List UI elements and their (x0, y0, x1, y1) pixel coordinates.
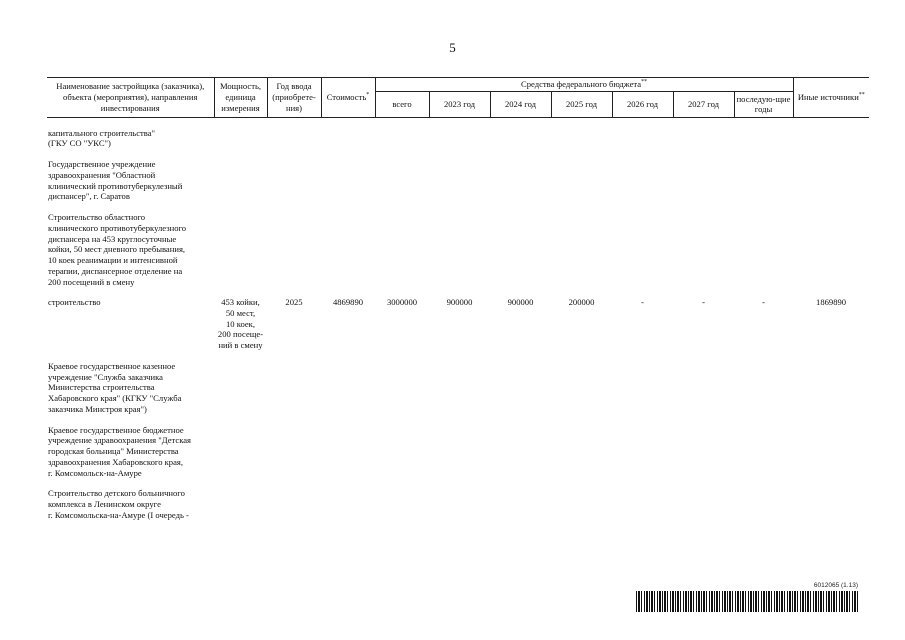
text-block-saratov-institution: Государственное учреждение здравоохранения "Областной клинический противотуберкулезный диспансер", г. Саратов (48, 159, 183, 202)
row-2023: 900000 (446, 297, 473, 308)
barcode-code: 6012065 (1.13) (813, 582, 858, 589)
text-block-developer-suffix: капитального строительства" (ГКУ СО "УКС") (48, 127, 156, 149)
row-direction: строительство (48, 297, 101, 308)
row-other-sources: 1869890 (816, 297, 847, 308)
header-year: Год ввода (приобрете-ния) (267, 78, 321, 118)
header-capacity: Мощность, единица измерения (214, 78, 267, 118)
row-2025: 200000 (568, 297, 595, 308)
budget-table (47, 77, 869, 521)
header-2024: 2024 год (490, 91, 551, 117)
table-row (47, 297, 869, 351)
row-2026: - (641, 297, 644, 308)
header-name: Наименование застройщика (заказчика), объекта (мероприятия), направления инвестирования (47, 78, 214, 118)
header-2025: 2025 год (551, 91, 612, 117)
text-block-saratov-object: Строительство областного клинического противотуберкулезного диспансера на 453 круглосуточные койки, 50 мест дневного пребывания, 10 коек реанимации и интенсивной терапии, диспансерное отделение на 200 посещений в смену (48, 212, 187, 287)
row-total: 3000000 (386, 297, 418, 308)
header-federal-budget: Средства федерального бюджета** (375, 78, 793, 92)
barcode (636, 582, 858, 612)
header-total: всего (375, 91, 429, 117)
header-2023: 2023 год (429, 91, 490, 117)
barcode-bars (636, 591, 858, 612)
row-year: 2025 (285, 297, 303, 308)
header-2027: 2027 год (673, 91, 734, 117)
row-capacity: 453 койки, 50 мест, 10 коек, 200 посеще- ний в смену (217, 297, 264, 351)
row-2027: - (702, 297, 705, 308)
text-block-khabarovsk-institution: Краевое государственное бюджетное учреждение здравоохранения "Детская городская больница" Министерства здравоохранения Хабаровского края, г. Комсомольск-на-Амуре (48, 424, 192, 478)
row-2024: 900000 (507, 297, 534, 308)
header-cost: Стоимость* (321, 78, 375, 118)
page-number: 5 (449, 40, 456, 55)
header-later-years: последую-щие годы (734, 91, 793, 117)
text-block-khabarovsk-customer: Краевое государственное казенное учреждение "Служба заказчика Министерства строительства Хабаровского края" (КГКУ "Служба заказчика Минстроя края") (48, 360, 182, 414)
row-later-years: - (762, 297, 765, 308)
text-block-komsomolsk-object: Строительство детского больничного комплекса в Ленинском округе г. Комсомольска-на-Амуре (I очередь - (48, 488, 189, 520)
header-2026: 2026 год (612, 91, 673, 117)
header-other-sources: Иные источники** (793, 78, 869, 118)
row-cost: 4869890 (332, 297, 364, 308)
